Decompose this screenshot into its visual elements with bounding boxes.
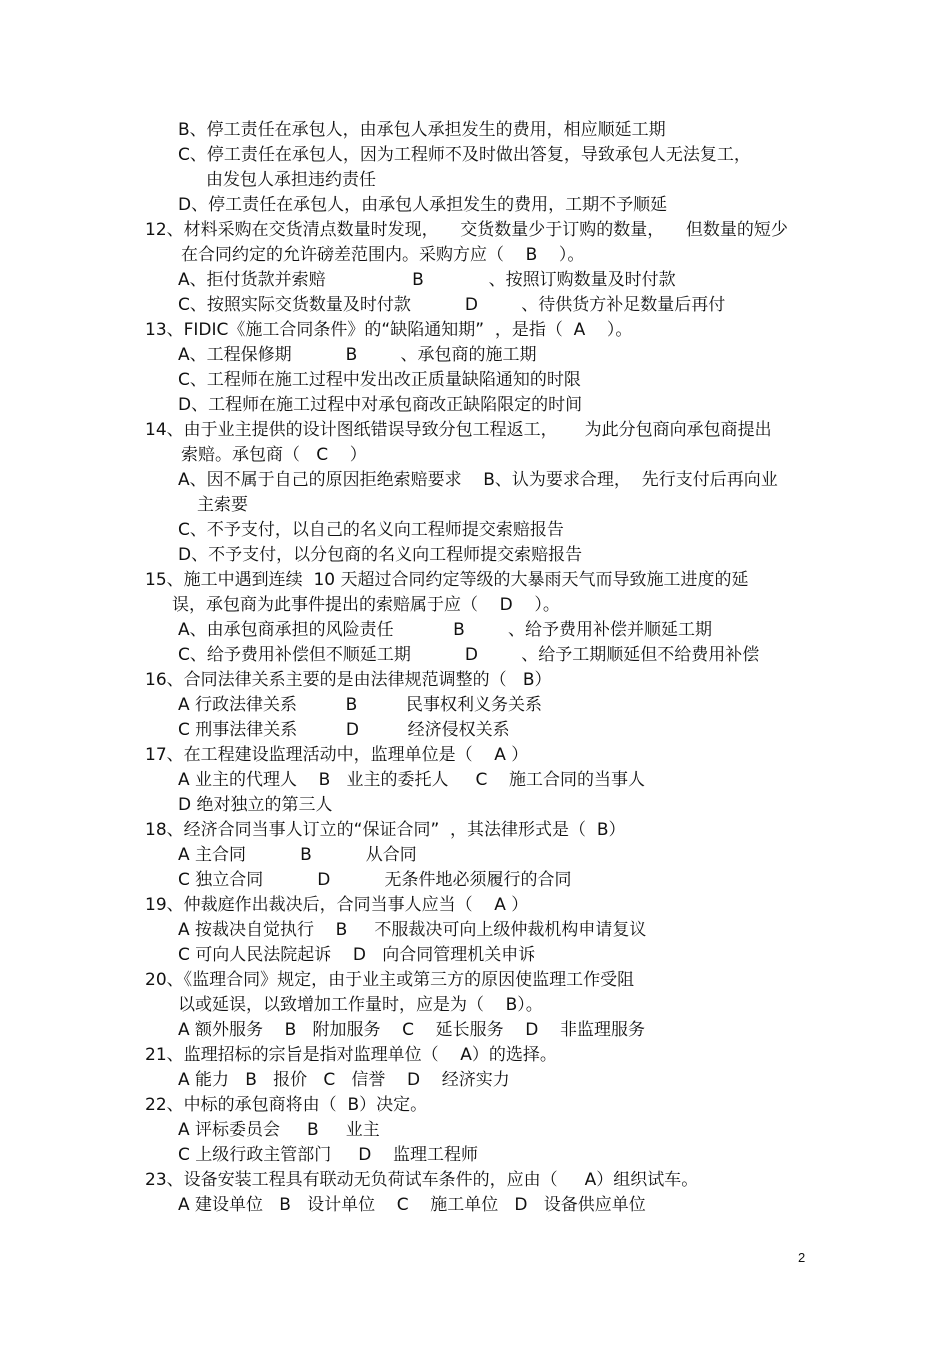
text-line: C、按照实际交货数量及时付款 D 、待供货方补足数量后再付 (178, 295, 726, 315)
text-line: C 上级行政主管部门 D 监理工程师 (178, 1145, 478, 1165)
text-line: D、不予支付，以分包商的名义向工程师提交索赔报告 (178, 545, 583, 565)
text-line: A 能力 B 报价 C 信誉 D 经济实力 (178, 1070, 510, 1090)
question-stem: 22、中标的承包商将由（ B）决定。 (145, 1095, 428, 1115)
page-number: 2 (798, 1250, 806, 1265)
text-line: A 按裁决自觉执行 B 不服裁决可向上级仲裁机构申请复议 (178, 920, 647, 940)
text-line: A 额外服务 B 附加服务 C 延长服务 D 非监理服务 (178, 1020, 645, 1040)
question-stem: 20、《监理合同》规定，由于业主或第三方的原因使监理工作受阻 (145, 970, 635, 990)
text-line: C、不予支付，以自己的名义向工程师提交索赔报告 (178, 520, 564, 540)
text-line: C 独立合同 D 无条件地必须履行的合同 (178, 870, 572, 890)
question-stem: 21、监理招标的宗旨是指对监理单位（ A）的选择。 (145, 1045, 557, 1065)
text-line: 以或延误，以致增加工作量时，应是为（ B）。 (178, 995, 543, 1015)
question-stem: 15、施工中遇到连续 10 天超过合同约定等级的大暴雨天气而导致施工进度的延 (145, 570, 749, 590)
text-line: C、停工责任在承包人，因为工程师不及时做出答复，导致承包人无法复工， (178, 145, 751, 165)
text-line: A、工程保修期 B 、承包商的施工期 (178, 345, 537, 365)
text-line: 误，承包商为此事件提出的索赔属于应（ D ）。 (172, 595, 560, 615)
text-line: 索赔。承包商（ C ） (181, 445, 367, 465)
text-line: A 评标委员会 B 业主 (178, 1120, 380, 1140)
text-line: D、工程师在施工过程中对承包商改正缺陷限定的时间 (178, 395, 583, 415)
question-stem: 14、由于业主提供的设计图纸错误导致分包工程返工， 为此分包商向承包商提出 (145, 420, 772, 440)
text-line: C 可向人民法院起诉 D 向合同管理机关申诉 (178, 945, 536, 965)
text-line: C、给予费用补偿但不顺延工期 D 、给予工期顺延但不给费用补偿 (178, 645, 760, 665)
text-line: A、拒付货款并索赔 B 、按照订购数量及时付款 (178, 270, 676, 290)
text-line: 由发包人承担违约责任 (206, 170, 376, 190)
text-line: A 业主的代理人 B 业主的委托人 C 施工合同的当事人 (178, 770, 646, 790)
text-line: 在合同约定的允许磅差范围内。采购方应（ B ）。 (181, 245, 585, 265)
text-line: D 绝对独立的第三人 (178, 795, 333, 815)
text-line: C、工程师在施工过程中发出改正质量缺陷通知的时限 (178, 370, 581, 390)
text-line: D、停工责任在承包人，由承包人承担发生的费用，工期不予顺延 (178, 195, 668, 215)
text-line: A 建设单位 B 设计单位 C 施工单位 D 设备供应单位 (178, 1195, 646, 1215)
question-stem: 16、合同法律关系主要的是由法律规范调整的（ B） (145, 670, 552, 690)
text-line: 主索要 (197, 495, 248, 515)
text-line: B、停工责任在承包人，由承包人承担发生的费用，相应顺延工期 (178, 120, 666, 140)
text-line: A、因不属于自己的原因拒绝索赔要求 B、认为要求合理， 先行支付后再向业 (178, 470, 778, 490)
question-stem: 13、FIDIC《施工合同条件》的“缺陷通知期” ，是指（ A ）。 (145, 320, 633, 340)
text-line: A 主合同 B 从合同 (178, 845, 417, 865)
question-stem: 18、经济合同当事人订立的“保证合同” ，其法律形式是（ B） (145, 820, 626, 840)
question-stem: 17、在工程建设监理活动中，监理单位是（ A ） (145, 745, 529, 765)
question-stem: 12、材料采购在交货清点数量时发现， 交货数量少于订购的数量， 但数量的短少 (145, 220, 788, 240)
text-line: C 刑事法律关系 D 经济侵权关系 (178, 720, 510, 740)
text-line: A 行政法律关系 B 民事权利义务关系 (178, 695, 542, 715)
question-stem: 23、设备安装工程具有联动无负荷试车条件的，应由（ A）组织试车。 (145, 1170, 699, 1190)
text-line: A、由承包商承担的风险责任 B 、给予费用补偿并顺延工期 (178, 620, 712, 640)
question-stem: 19、仲裁庭作出裁决后，合同当事人应当（ A ） (145, 895, 529, 915)
